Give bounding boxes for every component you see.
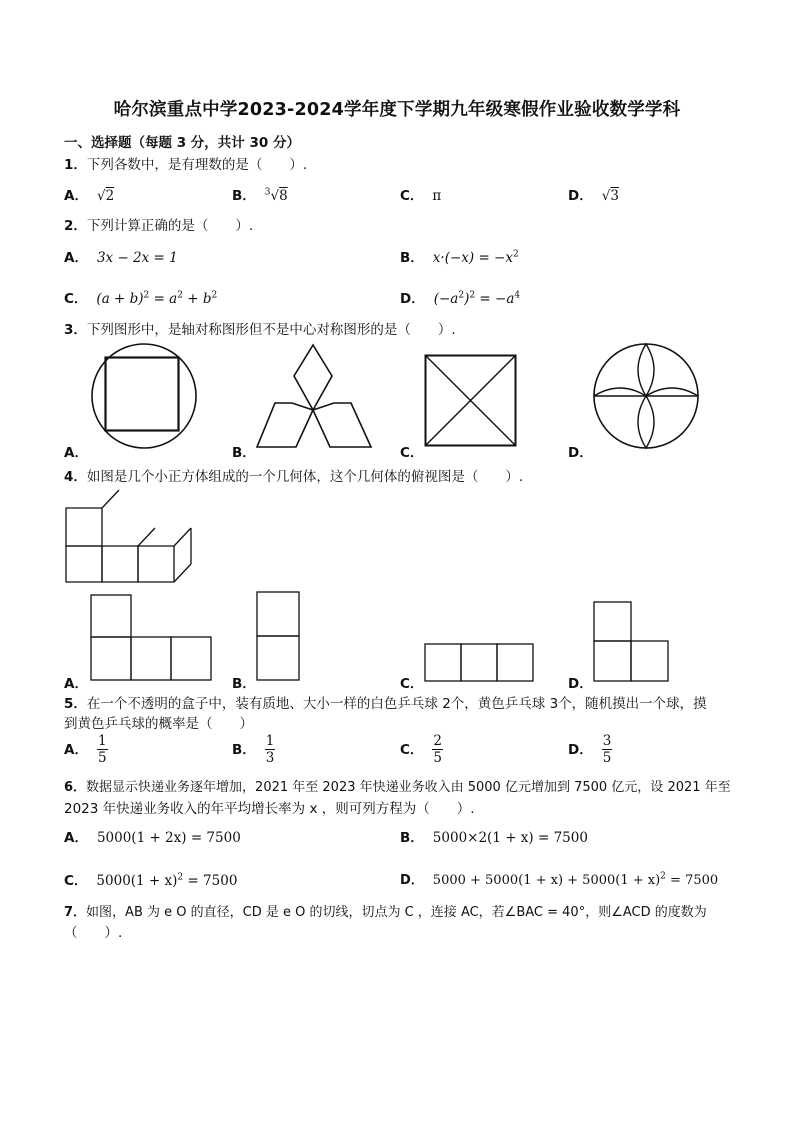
q2-option-b: B． $x\cdot(-x) = -x^2$ [400, 249, 519, 266]
q3-figure-d-four-petals [590, 340, 702, 452]
q4-option-d-figure [593, 601, 673, 683]
section-heading: 一、选择题（每题 3 分，共计 30 分） [64, 135, 300, 151]
question-6-line-2: 2023 年快递业务收入的年平均增长率为 x ，则可列方程为（ ）. [64, 801, 475, 817]
q4-option-c-figure [424, 643, 536, 683]
q4-option-a: A． [64, 676, 88, 692]
question-2: 2．下列计算正确的是（ ）. [64, 218, 254, 234]
q1-option-d: D． √3 [568, 188, 619, 204]
q6-option-a: A． 5000(1 + 2x) = 7500 [64, 830, 241, 846]
q5-option-b: B． $\frac{1}{3}$ [232, 733, 275, 766]
q3-option-d: D． [568, 445, 593, 461]
question-7-line-2: （ ）. [64, 925, 123, 941]
question-5-line-2: 到黄色乒乓球的概率是（ ） [64, 716, 253, 732]
q4-option-b: B． [232, 676, 256, 692]
q6-option-d: D． $5000 + 5000(1 + x) + 5000(1 + x)^2 = 7500$ [400, 871, 719, 888]
q4-option-a-figure [90, 594, 214, 682]
q4-option-c: C． [400, 676, 424, 692]
question-7-line-1: 7．如图，AB 为 e O 的直径，CD 是 e O 的切线，切点为 C ，连接 AC，若∠BAC = 40°，则∠ACD 的度数为 [64, 905, 707, 920]
q6-option-c: C． $5000(1 + x)^2 = 7500$ [64, 872, 238, 889]
q1-option-a: A． √2 [64, 188, 115, 204]
q6-option-b: B． 5000×2(1 + x) = 7500 [400, 830, 588, 846]
question-4: 4．如图是几个小正方体组成的一个几何体，这个几何体的俯视图是（ ）. [64, 469, 524, 485]
q1-option-c: C． π [400, 188, 442, 204]
q3-figure-b-three-rhombi [255, 343, 373, 451]
q2-option-a: A． 3x − 2x = 1 [64, 250, 178, 266]
q3-figure-c-square-diagonals [424, 354, 517, 447]
q1-option-b: B． $^3$√8 [232, 187, 288, 204]
q3-option-c: C． [400, 445, 424, 461]
q5-option-d: D． $\frac{3}{5}$ [568, 733, 612, 766]
q4-option-b-figure [256, 591, 302, 683]
q3-figure-a-circle-square [88, 340, 200, 452]
question-1: 1．下列各数中，是有理数的是（ ）. [64, 157, 308, 173]
q4-option-d: D． [568, 676, 593, 692]
page-title: 哈尔滨重点中学2023-2024学年度下学期九年级寒假作业验收数学学科 [113, 100, 681, 120]
q3-option-b: B． [232, 445, 256, 461]
question-5-line-1: 5．在一个不透明的盒子中，装有质地、大小一样的白色乒乓球 2个，黄色乒乓球 3个，随机摸出一个球，摸 [64, 696, 707, 712]
q3-option-a: A． [64, 445, 88, 461]
question-6-line-1: 6．数据显示快递业务逐年增加，2021 年至 2023 年快递业务收入由 5000 亿元增加到 7500 亿元，设 2021 年至 [64, 780, 731, 795]
q2-option-c: C． $(a + b)^2 = a^2 + b^2$ [64, 290, 218, 307]
q5-option-a: A． $\frac{1}{5}$ [64, 733, 107, 766]
q4-solid-figure [64, 486, 194, 586]
question-3: 3．下列图形中，是轴对称图形但不是中心对称图形的是（ ）. [64, 322, 456, 338]
q2-option-d: D． $(-a^2)^2 = -a^4$ [400, 290, 521, 307]
q5-option-c: C． $\frac{2}{5}$ [400, 733, 443, 766]
